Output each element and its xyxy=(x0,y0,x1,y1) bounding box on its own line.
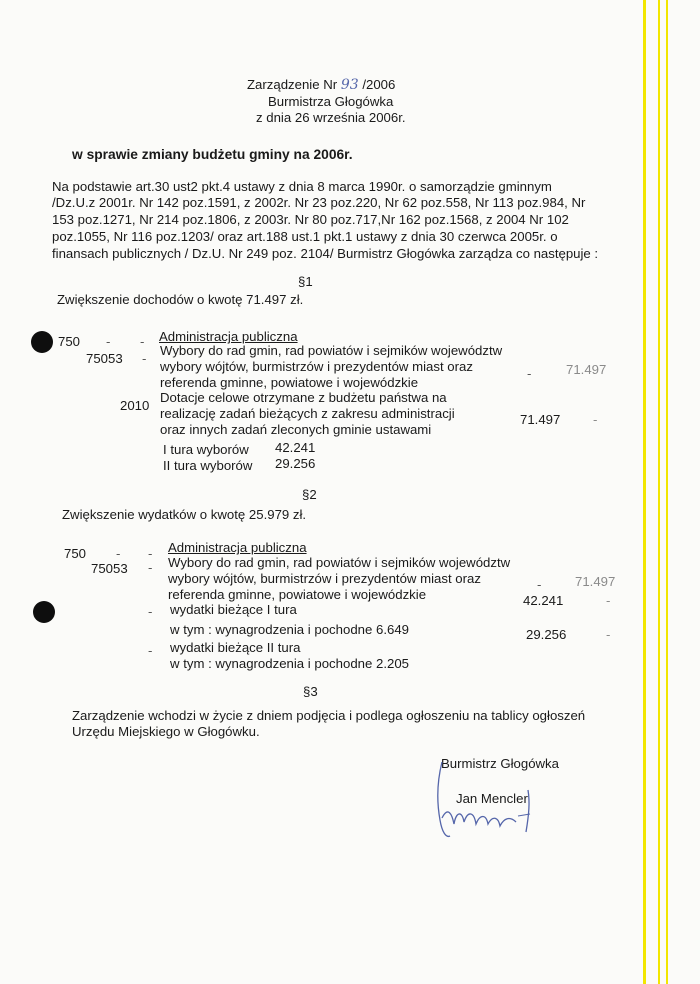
title-prefix: Zarządzenie Nr xyxy=(247,77,338,92)
s1-dzial-code: 750 xyxy=(58,334,81,349)
punch-hole xyxy=(33,601,55,623)
basis-line: 153 poz.1271, Nr 214 poz.1806, z 2003r. Nr 80 poz.717,Nr 162 poz.1568, z 2004 Nr 102 xyxy=(52,212,569,227)
s2-dzial-name: Administracja publiczna xyxy=(168,540,307,555)
dash: - xyxy=(537,577,542,592)
title-line xyxy=(247,77,395,93)
s2-rozdzial-amount: 71.497 xyxy=(575,574,616,589)
s1-paragraf-line: realizację zadań bieżących z zakresu administracji xyxy=(160,406,455,421)
s1-tour-amount: 29.256 xyxy=(275,456,316,471)
s2-item-detail: w tym : wynagrodzenia i pochodne 2.205 xyxy=(170,656,409,671)
s1-rozdzial-line: referenda gminne, powiatowe i wojewódzkie xyxy=(160,375,419,390)
s2-item-detail: w tym : wynagrodzenia i pochodne 6.649 xyxy=(170,622,409,637)
s1-dzial-name: Administracja publiczna xyxy=(159,329,298,344)
s1-rozdzial-amount: 71.497 xyxy=(566,362,607,377)
signatory-name: Jan Mencler xyxy=(456,791,528,806)
s1-paragraf-line: Dotacje celowe otrzymane z budżetu państwa na xyxy=(160,390,447,405)
s2-item-label: wydatki bieżące II tura xyxy=(170,640,301,655)
dash: - xyxy=(142,351,147,366)
dash: - xyxy=(140,334,145,349)
issuer: Burmistrza Głogówka xyxy=(268,94,394,109)
section3-line: Zarządzenie wchodzi w życie z dniem podjęcia i podlega ogłoszeniu na tablicy ogłoszeń xyxy=(72,708,586,723)
dash: - xyxy=(106,334,111,349)
dash: - xyxy=(148,546,153,561)
dash: - xyxy=(527,366,532,381)
s2-dzial-code: 750 xyxy=(64,546,87,561)
s2-rozdzial-line: Wybory do rad gmin, rad powiatów i sejmików województw xyxy=(168,555,511,570)
s1-tour-label: II tura wyborów xyxy=(163,458,253,473)
s1-rozdzial-line: Wybory do rad gmin, rad powiatów i sejmików województw xyxy=(160,343,503,358)
s2-rozdzial-line: wybory wójtów, burmistrzów i prezydentów miast oraz xyxy=(168,571,481,586)
basis-line: poz.1055, Nr 116 poz.1203/ oraz art.188 ust.1 pkt.1 ustawy z dnia 30 czerwca 2005r. o xyxy=(52,229,558,244)
s2-item-amount: 42.241 xyxy=(523,593,564,608)
s2-item-amount: 29.256 xyxy=(526,627,567,642)
dash: - xyxy=(116,546,121,561)
title-suffix: /2006 xyxy=(362,77,396,92)
s2-rozdzial-line: referenda gminne, powiatowe i wojewódzkie xyxy=(168,587,427,602)
s2-item-label: wydatki bieżące I tura xyxy=(170,602,297,617)
s1-paragraf-line: oraz innych zadań zleconych gminie ustawami xyxy=(160,422,432,437)
edge-stripe xyxy=(666,0,668,984)
s1-tour-amount: 42.241 xyxy=(275,440,316,455)
dash: - xyxy=(148,604,153,619)
date-line: z dnia 26 września 2006r. xyxy=(256,110,406,125)
punch-hole xyxy=(31,331,53,353)
handwritten-number: 93 xyxy=(340,77,359,93)
dash: - xyxy=(148,643,153,658)
s1-tour-label: I tura wyborów xyxy=(163,442,249,457)
s1-rozdzial-line: wybory wójtów, burmistrzów i prezydentów miast oraz xyxy=(160,359,473,374)
dash: - xyxy=(606,593,611,608)
s2-rozdzial-code: 75053 xyxy=(91,561,128,576)
basis-line: Na podstawie art.30 ust2 pkt.4 ustawy z dnia 8 marca 1990r. o samorządzie gminnym xyxy=(52,179,552,194)
dash: - xyxy=(593,412,598,427)
subject: w sprawie zmiany budżetu gminy na 2006r. xyxy=(72,147,353,162)
s1-paragraf-amount: 71.497 xyxy=(520,412,561,427)
section2-mark: §2 xyxy=(302,487,317,502)
section2-intro: Zwiększenie wydatków o kwotę 25.979 zł. xyxy=(62,507,307,522)
basis-line: /Dz.U.z 2001r. Nr 142 poz.1591, z 2002r. Nr 23 poz.220, Nr 62 poz.558, Nr 113 poz.984, Nr xyxy=(52,195,586,210)
s1-paragraf-code: 2010 xyxy=(120,398,150,413)
section3-mark: §3 xyxy=(303,684,318,699)
section1-mark: §1 xyxy=(298,274,313,289)
dash: - xyxy=(606,627,611,642)
section1-intro: Zwiększenie dochodów o kwotę 71.497 zł. xyxy=(57,292,304,307)
edge-stripe xyxy=(643,0,646,984)
dash: - xyxy=(148,560,153,575)
basis-line: finansach publicznych / Dz.U. Nr 249 poz. 2104/ Burmistrz Głogówka zarządza co następuje : xyxy=(52,246,599,261)
signatory-title: Burmistrz Głogówka xyxy=(441,756,559,771)
s1-rozdzial-code: 75053 xyxy=(86,351,123,366)
handwritten-signature xyxy=(430,758,540,848)
section3-line: Urzędu Miejskiego w Głogówku. xyxy=(72,724,260,739)
edge-stripe xyxy=(658,0,660,984)
